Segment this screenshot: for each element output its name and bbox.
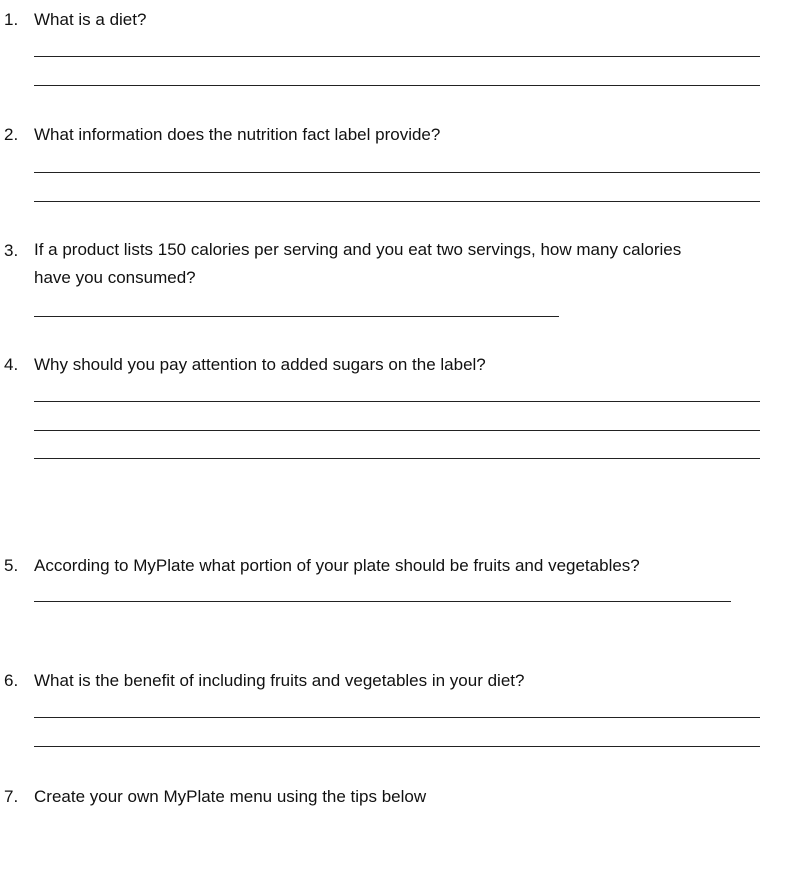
answer-line[interactable] bbox=[34, 85, 760, 86]
question-text: What information does the nutrition fact label provide? bbox=[34, 125, 441, 144]
question-text: Why should you pay attention to added sugars on the label? bbox=[34, 355, 486, 374]
question-text: What is the benefit of including fruits and vegetables in your diet? bbox=[34, 671, 525, 690]
answer-line[interactable] bbox=[34, 56, 760, 57]
answer-line[interactable] bbox=[34, 316, 559, 317]
answer-line[interactable] bbox=[34, 430, 760, 431]
question-number: 5. bbox=[4, 556, 19, 575]
question-text: According to MyPlate what portion of your plate should be fruits and vegetables? bbox=[34, 556, 640, 575]
answer-line[interactable] bbox=[34, 717, 760, 718]
answer-line[interactable] bbox=[34, 458, 760, 459]
answer-line[interactable] bbox=[34, 201, 760, 202]
question-text: What is a diet? bbox=[34, 10, 147, 29]
question-number: 2. bbox=[4, 125, 19, 144]
question-number: 3. bbox=[4, 241, 19, 260]
answer-line[interactable] bbox=[34, 172, 760, 173]
answer-line[interactable] bbox=[34, 401, 760, 402]
answer-line[interactable] bbox=[34, 746, 760, 747]
question-number: 4. bbox=[4, 355, 19, 374]
question-number: 6. bbox=[4, 671, 19, 690]
question-text-line-1: If a product lists 150 calories per serving and you eat two servings, how many calories bbox=[34, 240, 682, 259]
answer-line[interactable] bbox=[34, 601, 731, 602]
question-text-line-2: have you consumed? bbox=[34, 268, 196, 287]
question-number: 1. bbox=[4, 10, 19, 29]
question-number: 7. bbox=[4, 787, 19, 806]
question-text: Create your own MyPlate menu using the tips below bbox=[34, 787, 427, 806]
